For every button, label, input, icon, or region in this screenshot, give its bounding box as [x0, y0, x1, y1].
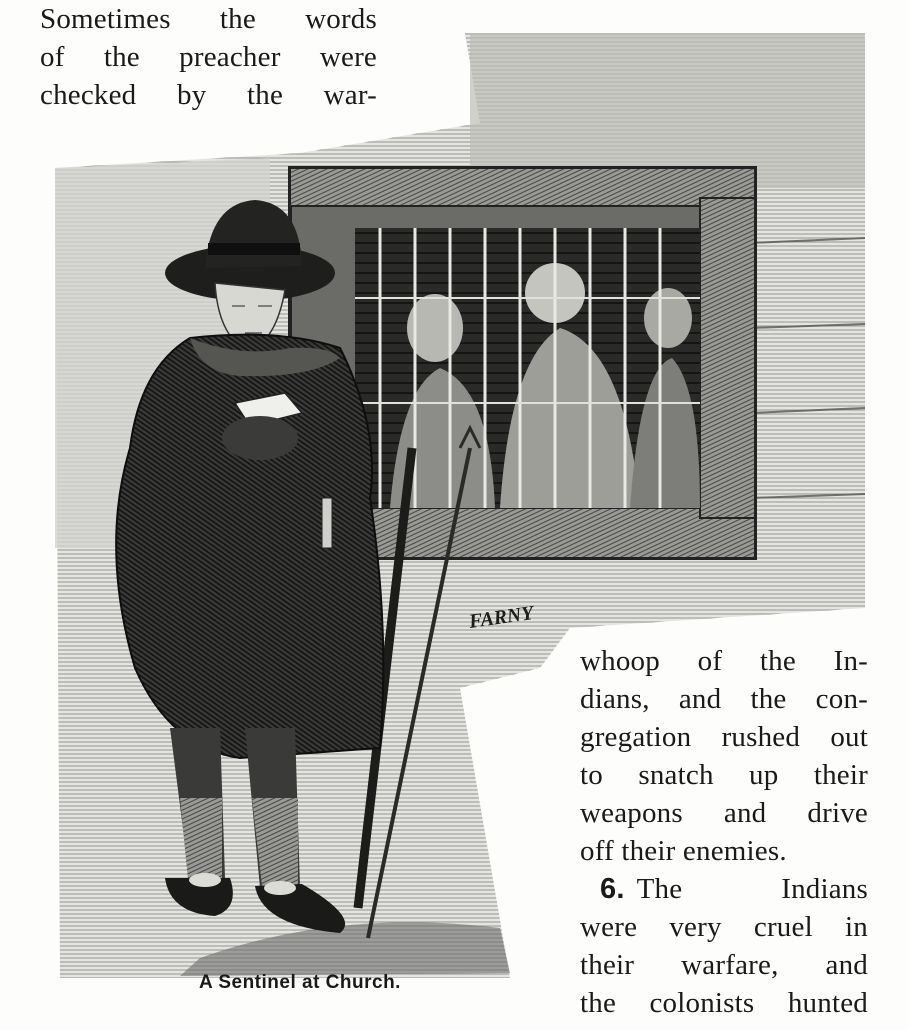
paragraph-line: dians, and the con-: [580, 683, 868, 715]
paragraph-line: the colonists hunted: [580, 987, 868, 1019]
illustration-caption: A Sentinel at Church.: [199, 972, 401, 993]
section-number: 6.: [600, 873, 625, 905]
paragraph-line: weapons and drive: [580, 797, 868, 829]
paragraph-line: whoop of the In-: [580, 645, 868, 677]
artist-signature: FARNY: [467, 602, 535, 633]
paragraph-line: checked by the war-: [40, 79, 377, 111]
paragraph-line: their warfare, and: [580, 949, 868, 981]
paragraph-line: Sometimes the words: [40, 3, 377, 35]
section-first-line: The Indians: [636, 873, 868, 905]
paragraph-line: were very cruel in: [580, 911, 868, 943]
paragraph-line: gregation rushed out: [580, 721, 868, 753]
section-heading-line: [580, 870, 868, 908]
paragraph-line: to snatch up their: [580, 759, 868, 791]
paragraph-line: of the preacher were: [40, 41, 377, 73]
paragraph-line: off their enemies.: [580, 835, 787, 867]
